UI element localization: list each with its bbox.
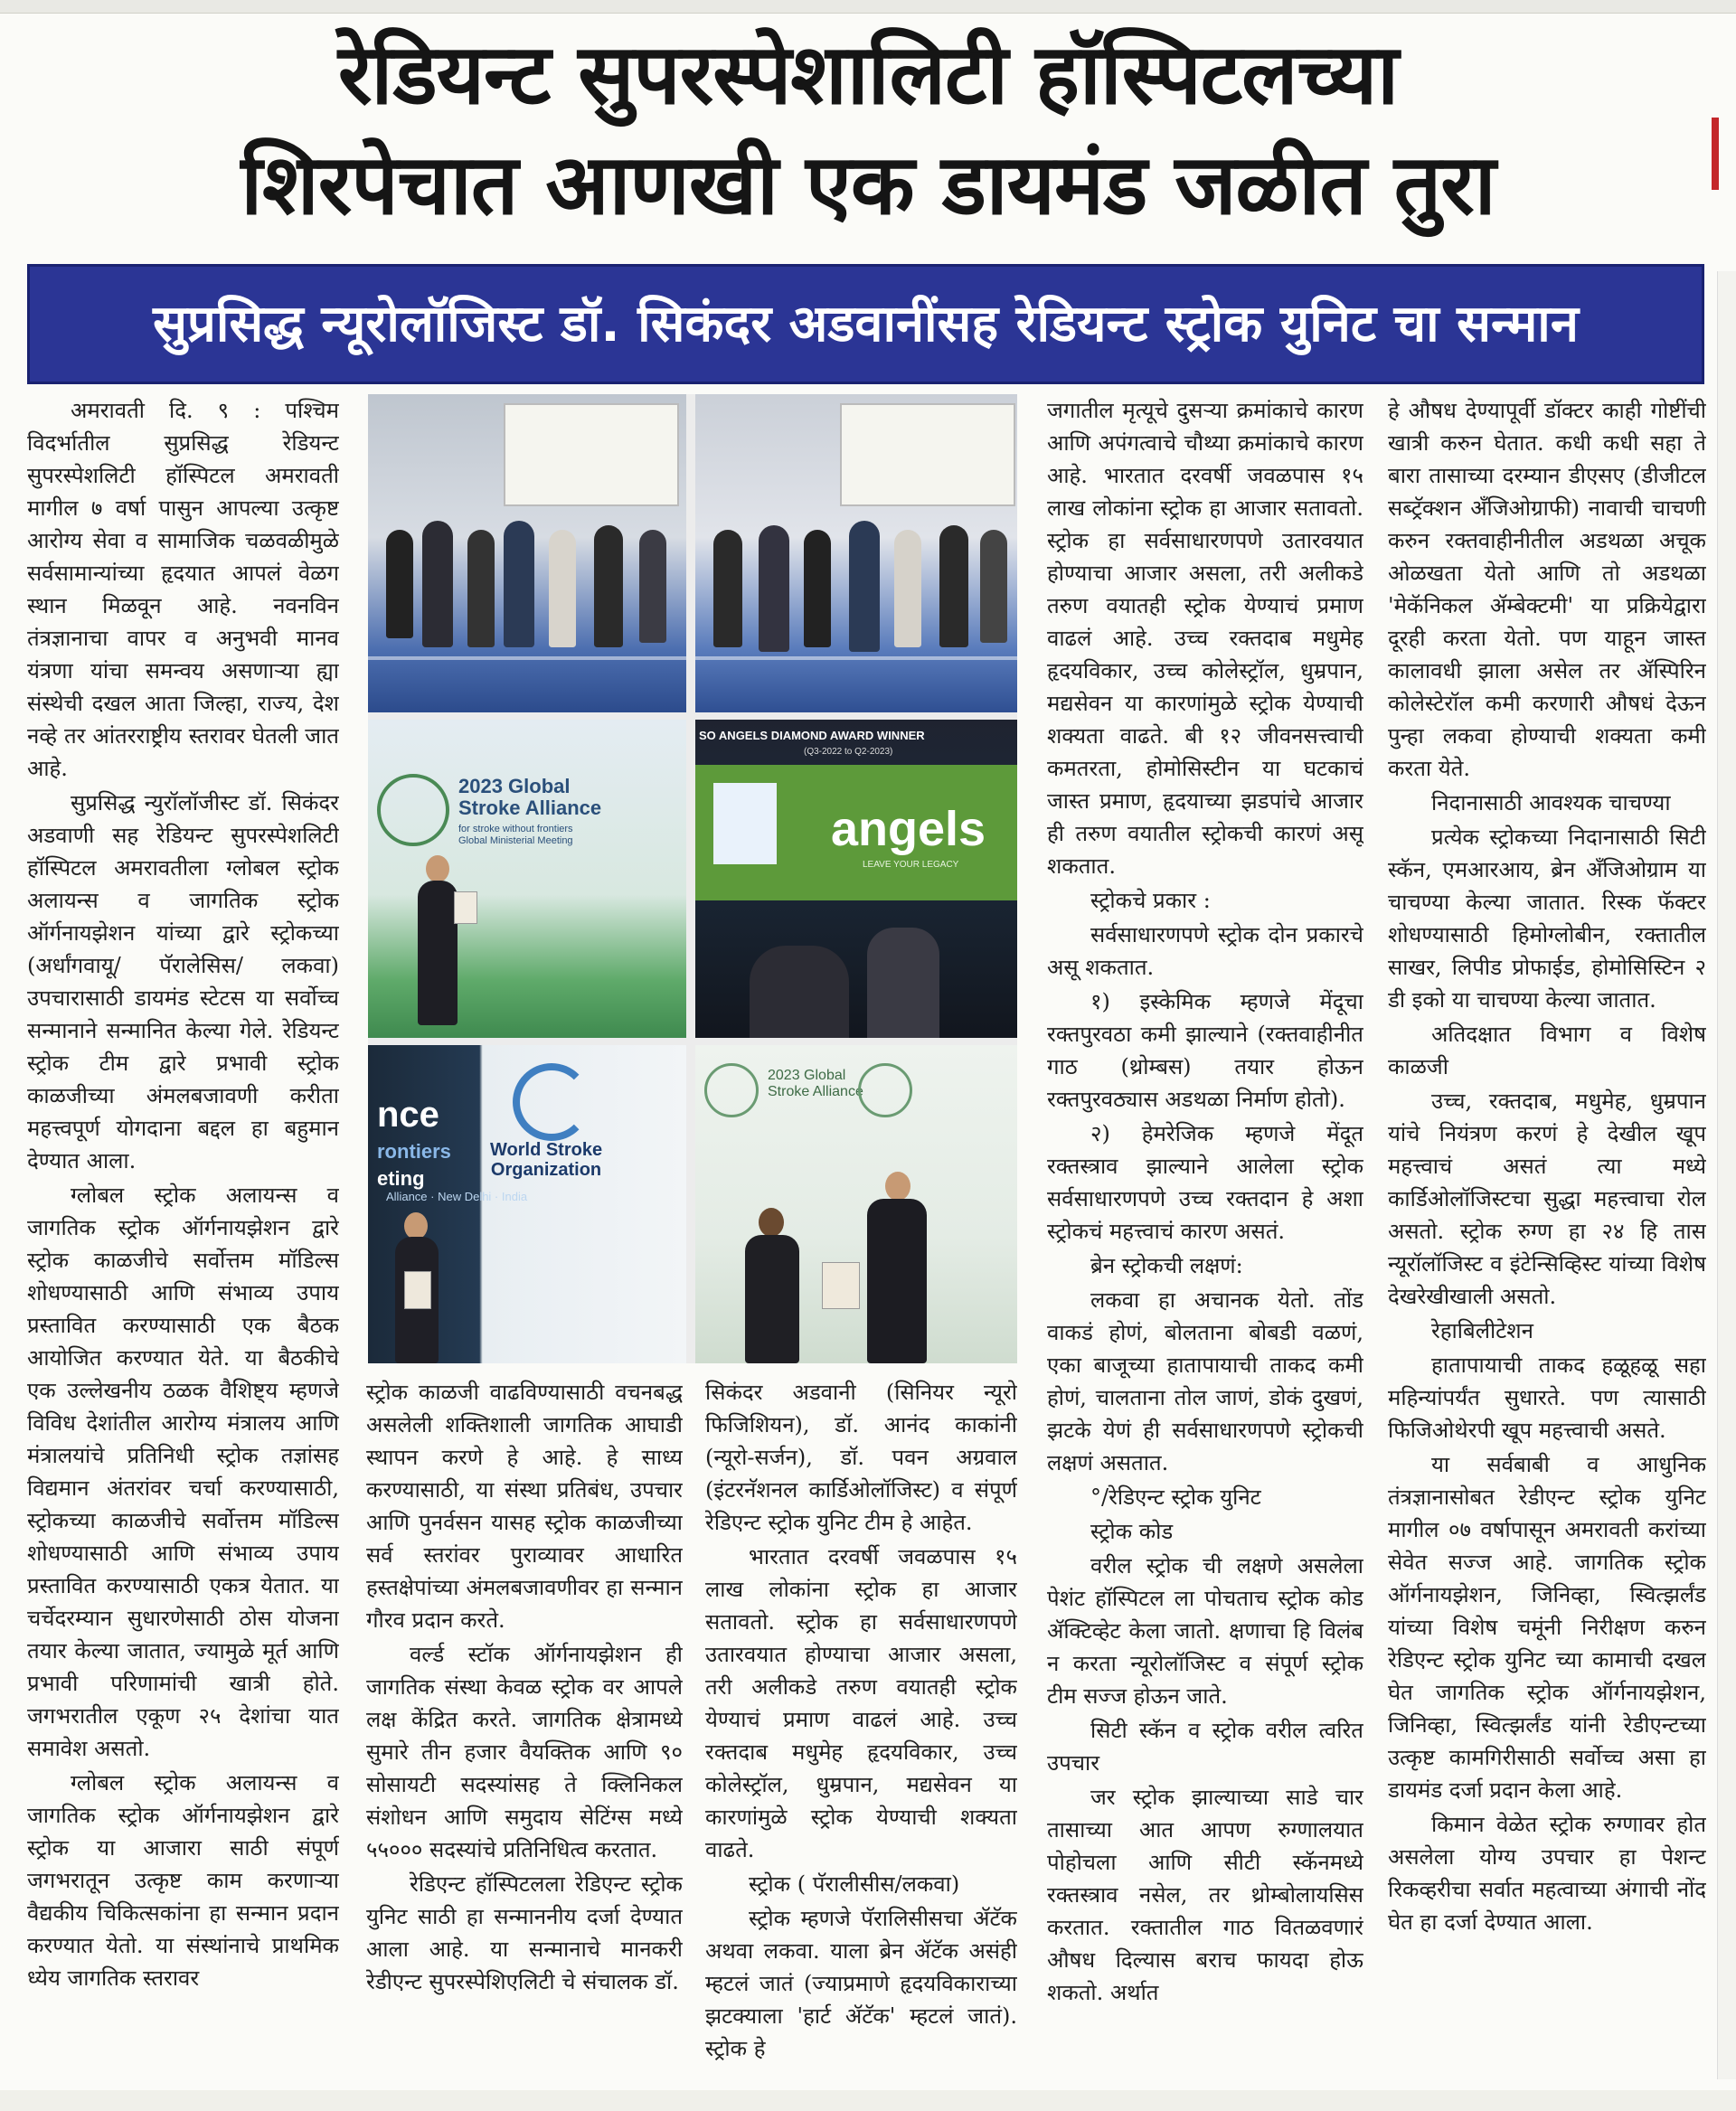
angels-certificate-image [713,783,777,864]
subheading: सिटी स्कॅन व स्ट्रोक वरील त्वरित उपचार [1047,1718,1363,1776]
article-column-1 [27,394,339,2085]
paragraph: स्ट्रोक म्हणजे पॅरालिसीसचा ॲटॅक अथवा लकवा. याला ब्रेन ॲटॅक असंही म्हटलं जातं (ज्याप्रमाणे हृदयविकाराच्या झटक्याला 'हार्ट ॲटॅक' म्हटलं जातं). स्ट्रोक हे [705,1906,1017,2061]
paragraph: रेडिएन्ट हॉस्पिटलला रेडिएन्ट स्ट्रोक युनिट साठी हा सन्माननीय दर्जा देण्यात आला आहे. या सन्मानाचे मानकरी रेडीएन्ट सुपरस्पेशिएलिटी चे संचालक डॉ. [366,1871,683,1994]
paragraph: वरील स्ट्रोक ची लक्षणे असलेला पेशंट हॉस्पिटल ला पोचताच स्ट्रोक कोड ॲक्टिव्हेट केला जातो. क्षणाचा हि विलंब न करता न्यूरोलॉजिस्ट व संपूर्ण स्ट्रोक टीम सज्ज होऊन जाते. [1047,1553,1363,1709]
audience-person [750,946,849,1038]
person-head [426,855,449,882]
stage-screen [840,403,1015,506]
person [467,530,495,647]
person-head [885,1172,910,1201]
paragraph: ग्लोबल स्ट्रोक अलायन्स व जागतिक स्ट्रोक ऑर्गनायझेशन द्वारे स्ट्रोक या आजारा साठी संपूर्ण जगभरातून उत्कृष्ट काम करणाऱ्या वैद्यकीय चिकित्सकांना हा सन्मान प्रदान करण्यात येतो. या संस्थांनाचे प्राथमिक ध्येय जागतिक स्तरावर [27,1770,339,1991]
person [639,530,666,643]
paragraph: किमान वेळेत स्ट्रोक रुग्णावर होत असलेला योग्य उपचार हा पेशन्ट रिकव्हरीचा सर्वात महत्वाच्या अंगाची नोंद घेत हा दर्जा देण्यात आला. [1388,1812,1706,1935]
angels-tagline-text: LEAVE YOUR LEGACY [863,860,959,870]
paragraph: उच्च, रक्तदाब, मधुमेह, धुम्रपान यांचे नियंत्रण करणं हे देखील खूप महत्त्वाचं असतं त्या मध्ये कार्डिओलॉजिस्टचा सुद्धा महत्त्वाचा रोल असतो. स्ट्रोक रुग्ण हा २४ हि तास न्यूरॉलॉजिस्ट व इंटेन्सिव्हिस्ट यांच्या विशेष देखरेखीखाली असतो. [1388,1088,1706,1309]
gsa-ministerial-photo [368,720,686,1038]
person-head [759,1208,784,1237]
paragraph: या सर्वबाबी व आधुनिक तंत्रज्ञानासोबत रेडीएन्ट स्ट्रोक युनिट मागील ०७ वर्षापासून अमरावती करांच्या सेवेत सज्ज आहे. जागतिक स्ट्रोक ऑर्गनायझेशन, जिनिव्हा, स्वित्झर्लंड यांच्या विशेष चमूंनी निरीक्षण करुन रेडिएन्ट स्ट्रोक युनिट च्या कामाची दखल घेत जागतिक स्ट्रोक ऑर्गनायझेशन, जिनिव्हा, स्वित्झर्लंड यांनी रेडीएन्टच्या उत्कृष्ट कामगिरीसाठी सर्वोच्च असा हा डायमंड दर्जा प्रदान केला आहे. [1388,1452,1706,1803]
subheading: निदानासाठी आवश्यक चाचण्या [1431,790,1671,815]
angels-award-photo [695,720,1017,1038]
paragraph: भारतात दरवर्षी जवळपास १५ लाख लोकांना स्ट्रोक हा आजार सतावतो. स्ट्रोक हा सर्वसाधारणपणे उतारवयात होण्याचा आजार असला, तरी अलीकडे तरुण वयातही स्ट्रोक येण्याचं प्रमाण वाढलं आहे. उच्च रक्तदाब मधुमेह हृदयविकार, उच्च कोलेस्ट्रॉल, धुम्रपान, मद्यसेवन या कारणांमुळे स्ट्रोक येण्याची शक्यता वाढते. [705,1544,1017,1862]
gsa-title-text: 2023 Global Stroke Alliance [458,775,602,819]
paragraph: १) इस्केमिक म्हणजे मेंदूचा रक्तपुरवठा कमी झाल्याने (रक्तवाहीनीत गाठ (थ्रोम्बस) तयार होऊन रक्तपुरवठ्यास अडथळा निर्माण होतो). [1047,989,1363,1112]
subheading: स्ट्रोक ( पॅरालीसीस/लकवा) [749,1871,960,1897]
paragraph: लकवा हा अचानक येतो. तोंड वाकडं होणं, बोलताना बोबडी वळणं, एका बाजूच्या हातापायाची ताकद कमी होणं, चालताना तोल जाणं, डोकं दुखणं, झटके येणं ही सर्वसाधारणपणे स्ट्रोकची लक्षणं असतात. [1047,1287,1363,1475]
paragraph: सुप्रसिद्ध न्युरॉलॉजीस्ट डॉ. सिकंदर अडवाणी सह रेडियन्ट सुपरस्पेशलिटी हॉस्पिटल अमरावतीला ग्लोबल स्ट्रोक अलायन्स व जागतिक स्ट्रोक ऑर्गनायझेशन यांच्या द्वारे स्ट्रोकच्या (अर्धांगवायू/ पॅरालेसिस/ लकवा) उपचारासाठी डायमंड स्टेटस या सर्वोच्च सन्मानाने सन्मानित केल्या गेले. रेडियन्ट स्ट्रोक टीम द्वारे प्रभावी स्ट्रोक काळजीच्या अंमलबजावणी करीता महत्त्वपूर्ण योगदाना बद्दल हा बहुमान देण्यात आला. [27,790,339,1173]
adjacent-page-edge [1717,271,1736,2079]
paragraph: जर स्ट्रोक झाल्याच्या साडे चार तासाच्या आत आपण रुग्णालयात पोहोचला आणि सीटी स्कॅनमध्ये रक्तस्त्राव नसेल, तर थ्रोम्बोलायसिस करतात. रक्तातील गाठ वितळवणारं औषध दिल्यास बराच फायदा होऊ शकतो. अर्थात [1047,1785,1363,2005]
globe-logo-icon [704,1063,759,1117]
person [804,530,831,647]
person [549,530,576,647]
stage-edge [695,656,1017,660]
person [504,521,534,647]
subheading: °/रेडिएन्ट स्ट्रोक युनिट [1090,1484,1261,1510]
gsa-small-text: 2023 Global Stroke Alliance [768,1068,863,1099]
person [594,525,623,647]
subheading: रेहाबिलीटेशन [1431,1318,1533,1343]
photo-collage [368,394,1017,1363]
paragraph: जगातील मृत्यूचे दुसऱ्या क्रमांकाचे कारण आणि अपंगत्वाचे चौथ्या क्रमांकाचे कारण आहे. भारतात दरवर्षी जवळपास १५ लाख लोकांना स्ट्रोक हा आजार सतावतो. स्ट्रोक हा सर्वसाधारणपणे उतारवयात होण्याचा आजार असला, तरी अलीकडे तरुण वयातही स्ट्रोक येण्याचं प्रमाण वाढलं आहे. उच्च रक्तदाब मधुमेह हृदयविकार, उच्च कोलेस्ट्रॉल, धुम्रपान, मद्यसेवन या कारणांमुळे स्ट्रोक येण्याची शक्यता वाढते. बी १२ जीवनसत्त्वाची कमतरता, होमोसिस्टीन या घटकाचं जास्त प्रमाण, हृदयाच्या झडपांचे आजार ही तरुण वयातील स्ट्रोकची कारणं असू शकतात. [1047,398,1363,879]
page-bottom-strip [0,2090,1736,2111]
paragraph: स्ट्रोक काळजी वाढविण्यासाठी वचनबद्ध असलेली शक्तिशाली जागतिक आघाडी स्थापन करणे हे आहे. हे साध्य करण्यासाठी, या संस्था प्रतिबंध, उपचार आणि पुनर्वसन यासह स्ट्रोक काळजीच्या सर्व स्तरांवर पुराव्यावर आधारित हस्तक्षेपांच्या अंमलबजावणीवर हा सन्मान गौरव प्रदान करते. [366,1380,683,1633]
gsa-subtitle-text: for stroke without frontiers Global Ministerial Meeting [458,824,573,846]
award-stage-photo-2 [695,394,1017,712]
globe-logo-icon [858,1063,912,1117]
banner-text-fragment: eting [377,1167,425,1190]
person [759,525,789,652]
globe-logo-icon [377,774,449,846]
paragraph: सिकंदर अडवानी (सिनियर न्यूरो फिजिशियन), डॉ. आनंद काकांनी (न्यूरो-सर्जन), डॉ. पवन अग्रवाल (इंटरनॅशनल कार्डिओलॉजिस्ट) व संपूर्ण रेडिएन्ट स्ट्रोक युनिट टीम हे आहेत. [705,1380,1017,1535]
angels-logo-text: angels [831,802,986,856]
subheadline-banner: सुप्रसिद्ध न्यूरोलॉजिस्ट डॉ. सिकंदर अडवानींसह रेडियन्ट स्ट्रोक युनिट चा सन्मान [27,264,1704,384]
world-stroke-org-photo [368,1045,686,1363]
awardee-person [418,881,458,1025]
audience-person [867,928,939,1038]
award-plaque [822,1262,860,1309]
person [894,530,921,647]
headline-line-1: रेडियन्ट सुपरस्पेशालिटी हॉस्पिटलच्या [337,26,1399,123]
paragraph: अमरावती दि. ९ : पश्चिम विदर्भातील सुप्रसिद्ध रेडियन्ट सुपरस्पेशलिटी हॉस्पिटल अमरावती मागील ७ वर्षा पासुन आपल्या उत्कृष्ट आरोग्य सेवा व सामाजिक चळवळीमुळे सर्वसामान्यांच्या हृदयात आपलं वेळग स्थान मिळवून आहे. नवनविन तंत्रज्ञानाचा वापर व अनुभवी मानव यंत्रणा यांचा समन्वय असणाऱ्या ह्या संस्थेची दखल आता जिल्हा, राज्य, देश नव्हे तर आंतरराष्ट्रीय स्तरावर घेतली जात आहे. [27,398,339,781]
paragraph: सर्वसाधारणपणे स्ट्रोक दोन प्रकारचे असू शकतात. [1047,922,1363,980]
stage-edge [368,656,686,660]
person [867,1199,927,1363]
headline-line-2: शिरपेचात आणखी एक डायमंड जळीत तुरा [241,137,1495,233]
stage-screen [504,403,679,506]
wso-logo-icon [513,1063,590,1141]
article-column-2 [366,1376,683,2085]
wso-name-text: World Stroke Organization [490,1140,603,1180]
award-plaque [404,1271,431,1309]
award-stage-photo-1 [368,394,686,712]
person-head [404,1212,428,1239]
gsa-duo-photo [695,1045,1017,1363]
page-top-strip [0,0,1736,14]
person [745,1235,799,1363]
person [939,525,968,647]
article-column-4 [1047,394,1363,2085]
subheading: स्ट्रोक कोड [1090,1519,1174,1544]
person [713,530,742,647]
person [849,521,880,652]
person [386,530,413,638]
person [422,521,453,647]
angels-banner-text: SO ANGELS DIAMOND AWARD WINNER [699,729,925,742]
paragraph: वर्ल्ड स्टॉक ऑर्गनायझेशन ही जागतिक संस्था केवळ स्ट्रोक वर आपले लक्ष केंद्रित करते. जागतिक क्षेत्रामध्ये सुमारे तीन हजार वैयक्तिक आणि ९० सोसायटी सदस्यांसह ते क्लिनिकल संशोधन आणि समुदाय सेटिंग्स मध्ये ५५००० सदस्यांचे प्रतिनिधित्व करतात. [366,1642,683,1862]
subheading: स्ट्रोकचे प्रकार : [1090,888,1211,913]
paragraph: हे औषध देण्यापूर्वी डॉक्टर काही गोष्टींची खात्री करुन घेतात. कधी कधी सहा ते बारा तासाच्या दरम्यान डीएसए (डीजीटल सब्ट्रॅक्शन अँजिओग्राफी) नावाची चाचणी करुन रक्तवाहीनीतील अडथळा अचूक ओळखता येतो आणि तो अडथळा 'मेकॅनिकल ॲम्बेक्टमी' या प्रक्रियेद्वारा दूरही करता येतो. पण याहून जास्त कालावधी झाला असेल तर ॲस्पिरिन कोलेस्टेरॉल कमी करणारी औषधं देऊन पुन्हा लकवा होण्याची शक्यता कमी करता येते. [1388,398,1706,781]
article-column-3 [705,1376,1017,2085]
article-column-5 [1388,394,1706,2085]
adjacent-page-marker [1712,118,1719,190]
person [980,530,1007,643]
subheading: अतिदक्षात विभाग व विशेष काळजी [1388,1022,1706,1079]
award-plaque [454,891,477,924]
paragraph: हातापायाची ताकद हळूहळू सहा महिन्यांपर्यंत सुधारते. पण त्यासाठी फिजिओथेरपी खूप महत्त्वाची असते. [1388,1352,1706,1443]
paragraph: २) हेमरेजिक म्हणजे मेंदूत रक्तस्त्राव झाल्याने आलेला स्ट्रोक सर्वसाधारणपणे उच्च रक्तदान हे अशा स्ट्रोकचं महत्त्वाचं कारण असतं. [1047,1121,1363,1244]
paragraph: ग्लोबल स्ट्रोक अलायन्स व जागतिक स्ट्रोक ऑर्गनायझेशन द्वारे स्ट्रोक काळजीचे सर्वोत्तम मॉडिल्स शोधण्यासाठी आणि संभाव्य उपाय प्रस्तावित करण्यासाठी एक बैठक आयोजित करण्यात येते. या बैठकीचे एक उल्लेखनीय ठळक वैशिष्ट्य म्हणजे विविध देशांतील आरोग्य मंत्रालय आणि मंत्रालयांचे प्रतिनिधी स्ट्रोक तज्ञांसह विद्यमान अंतरांवर चर्चा करण्यासाठी, स्ट्रोकच्या काळजीचे सर्वोत्तम मॉडिल्स शोधण्यासाठी आणि संभाव्य उपाय प्रस्तावित करण्यासाठी एकत्र येतात. या चर्चेदरम्यान सुधारणेसाठी ठोस योजना तयार केल्या जातात, ज्यामुळे मूर्त आणि प्रभावी परिणामांची खात्री होते. जगभरातील एकूण २५ देशांचा यात समावेश असतो. [27,1183,339,1761]
wso-footer-text: Alliance · New Delhi · India [386,1190,528,1203]
banner-text-fragment: rontiers [377,1140,451,1163]
angels-period-text: (Q3-2022 to Q2-2023) [804,747,893,757]
subheading: ब्रेन स्ट्रोकची लक्षणं: [1090,1253,1243,1278]
banner-text-fragment: nce [377,1095,439,1135]
paragraph: प्रत्येक स्ट्रोकच्या निदानासाठी सिटी स्कॅन, एमआरआय, ब्रेन अँजिओग्राम या चाचण्या केल्या जातात. रिस्क फॅक्टर शोधण्यासाठी हिमोग्लोबीन, रक्तातील साखर, लिपीड प्रोफाईड, होमोसिस्टिन २ डी इको या चाचण्या केल्या जातात. [1388,825,1706,1013]
